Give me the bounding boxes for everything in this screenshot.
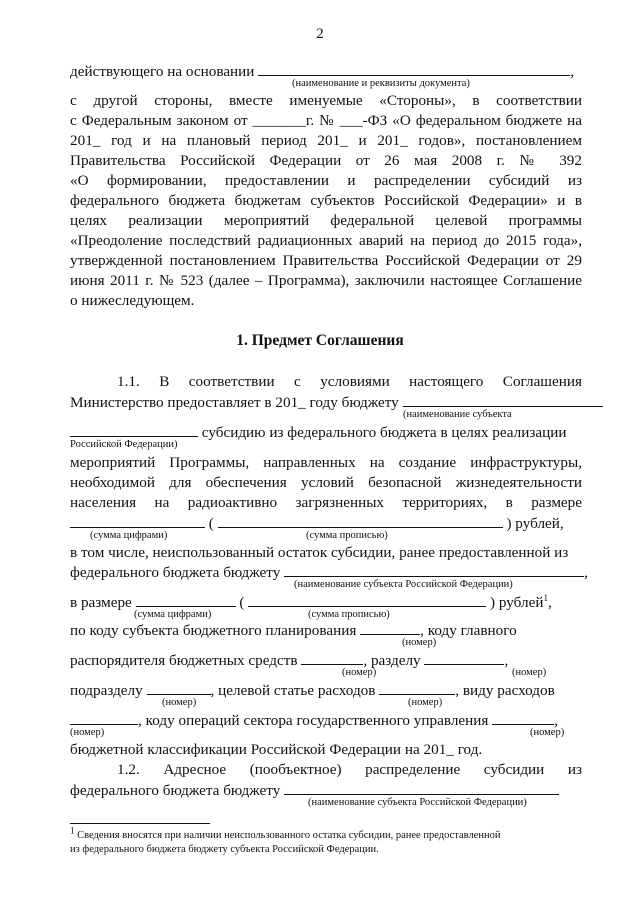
blank-amount-digits[interactable] [70,514,205,528]
blank-subsection[interactable] [147,681,211,695]
blank-subject-full[interactable] [284,563,584,577]
footnote-line: $^1$ Сведения вносятся при наличии неиспользованного остатка субсидии, ранее предоставленной [70,825,501,841]
caption-words: (сумма прописью) [306,530,388,541]
blank-amount-words[interactable] [218,514,503,528]
s11-line: в том числе, неиспользованный остаток субсидии, ранее предоставленной из [70,544,569,561]
para1-line: с Федеральным законом от _______г. № ___-ФЗ «О федеральном бюджете на [70,112,582,129]
s11-line: 1.1. В соответствии с условиями настоящего Соглашения [117,373,582,390]
s11-line-subsidy: субсидию из федерального бюджета в целях реализации [70,423,582,441]
para1-line: июня 2011 г. № 523 (далее – Программа), заключили настоящее Соглашение [70,272,582,289]
caption-number: (номер) [342,667,377,678]
blank-document[interactable] [258,62,570,76]
s11-line-codes: по коду субъекта бюджетного планирования , коду главного [70,622,517,639]
caption-digits2: (сумма цифрами) [134,609,212,620]
blank-amount2-words[interactable] [248,593,486,607]
caption-digits: (сумма цифрами) [90,530,168,541]
s11-line: населения на радиоактивно загрязненных территориях, в размере [70,494,582,511]
caption-number: (номер) [512,667,547,678]
caption-number: (номер) [408,697,443,708]
s11-line: бюджетной классификации Российской Федерации на 201_ год. [70,741,483,758]
page-number: 2 [316,26,324,42]
s12-line: 1.2. Адресное (пообъектное) распределение субсидии из [117,761,582,778]
s11-line-amount2: в размере ( ) рублей$^1$, [70,592,552,611]
para1-line: с другой стороны, вместе именуемые «Стороны», в соответствии [70,92,582,109]
caption-document: (наименование и реквизиты документа) [292,78,470,89]
footnote-rule [70,823,210,824]
blank-subject[interactable] [403,393,603,407]
para1-line: утвержденной постановлением Правительства Российской Федерации от 29 [70,252,582,269]
footnote-mark[interactable]: 1 [543,592,548,603]
blank-subject-s12[interactable] [284,781,559,795]
blank-code-planning[interactable] [360,621,420,635]
caption-number: (номер) [70,727,105,738]
para1-line: «Преодоление последствий радиационных аварий на период до 2015 года», [70,232,582,249]
section-heading: 1. Предмет Соглашения [236,332,404,349]
caption-number: (номер) [530,727,565,738]
blank-amount2-digits[interactable] [136,593,236,607]
s11-line-operations: , коду операций сектора государственного управления , [70,711,582,729]
caption-subject: (наименование субъекта [403,409,512,420]
para1-line: федерального бюджета бюджетам субъектов Российской Федерации» и в [70,192,582,209]
s11-line: необходимой для обеспечения условий безопасной жизнедеятельности [70,474,582,491]
s11-line-budget2: федерального бюджета бюджету , [70,564,588,581]
caption-number: (номер) [162,697,197,708]
line-basis: действующего на основании , [70,63,575,80]
caption-words2: (сумма прописью) [308,609,390,620]
s12-line-budget: федерального бюджета бюджету [70,781,582,799]
para1-line: «О формировании, предоставлении и распределении субсидий из [70,172,582,189]
caption-subject-full: (наименование субъекта Российской Федерации) [308,797,527,808]
footnote-line: из федерального бюджета бюджету субъекта Российской Федерации. [70,844,379,855]
s11-line-distributor: распорядителя бюджетных средств , разделу , [70,652,509,669]
blank-operation-code[interactable] [492,711,554,725]
caption-number: (номер) [402,637,437,648]
para1-line: Правительства Российской Федерации от 26 мая 2008 г. № 392 [70,152,582,169]
s11-line-amount: ( ) рублей, [70,514,582,532]
para1-line: 201_ год и на плановый период 201_ и 201_ годов», постановлением [70,132,582,149]
blank-section[interactable] [424,651,504,665]
blank-code-distributor[interactable] [301,651,363,665]
s11-line-subsection: подразделу , целевой статье расходов , виду расходов [70,682,555,699]
blank-subject-cont[interactable] [70,423,198,437]
caption-subject-full: (наименование субъекта Российской Федерации) [294,579,513,590]
blank-target-article[interactable] [379,681,455,695]
s11-line: мероприятий Программы, направленных на создание инфраструктуры, [70,454,582,471]
para1-line: целях реализации мероприятий федеральной целевой программы [70,212,582,229]
caption-rf: Российской Федерации) [70,439,178,450]
s11-line-budget: Министерство предоставляет в 201_ году бюджету [70,393,582,411]
para1-line: о нижеследующем. [70,292,195,309]
blank-expense-type[interactable] [70,711,138,725]
